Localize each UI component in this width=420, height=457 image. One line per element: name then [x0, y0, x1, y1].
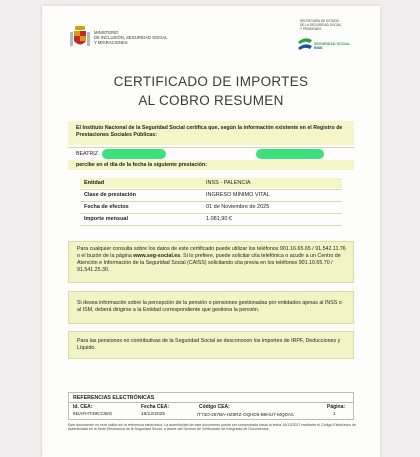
- detail-value: INGRESO MÍNIMO VITAL: [206, 192, 270, 198]
- references-heading: REFERENCIAS ELECTRÓNICAS: [73, 395, 155, 401]
- ref-value-code: IT73O-267BA-HZ5RZ-OQHD5-B8HU7-MQDAC: [197, 412, 295, 417]
- validity-footer: Este documento no será válido sin la referencia electrónica. La autenticidad de este documento puede ser comprobada hasta la fecha 16/12/2027 mediante el Código Electrónico de Autenticidad en la Sede Electrónica de la Seguridad Social, a través del Servicio de Verificación de Integridad de Documentos.: [68, 423, 357, 432]
- percibe-text: percibe en el día de la fecha la siguiente prestación:: [76, 161, 207, 168]
- contact-info-text: Para cualquier consulta sobre los datos de este certificado puede utilizar los teléfonos 901.16.65.65 / 91.542.11.76 o el buzón de la página www.seg-social.es. Si lo prefiere, puede solicitar cita telefónica o acudir a un Centro de Atención e Información de la Seguridad Social (CAISS) solicitando cita previa en los teléfonos 901.10.65.70 / 91.541.25.30.: [77, 246, 346, 273]
- ref-value-date: 16/12/2025: [141, 412, 166, 417]
- redaction-mark: [102, 149, 166, 159]
- detail-label: Entidad: [84, 180, 105, 186]
- other-entities-box: [68, 291, 354, 324]
- ref-header-code: Código CEA:: [199, 404, 230, 410]
- detail-label: Clase de prestación: [84, 192, 136, 198]
- spain-crest-icon: [70, 26, 90, 50]
- electronic-references: [68, 392, 354, 420]
- other-entities-text: Si desea información sobre la percepción de la pensión o pensiones gestionadas por entidades ajenas al INSS o al ISM, deberá dirigirse a la Entidad correspondiente que gestiona la pensión.: [77, 300, 342, 313]
- document-title-line1: CERTIFICADO DE IMPORTES: [113, 74, 309, 89]
- ref-header-page: Página:: [327, 404, 346, 410]
- percibe-row: [68, 160, 354, 170]
- ref-header-date: Fecha CEA:: [141, 404, 170, 410]
- detail-value: INSS - PALENCIA: [206, 180, 251, 186]
- beneficiary-name: BEATRIZ: [76, 151, 98, 157]
- intro-box: [68, 121, 354, 145]
- ref-value-id: 6DAFHT49CCWG: [73, 412, 113, 417]
- ref-value-page: 1: [333, 412, 336, 417]
- ref-header-id: Id. CEA:: [73, 404, 93, 410]
- certificate-page: [42, 6, 380, 457]
- detail-label: Fecha de efectos: [84, 204, 129, 210]
- non-contributory-box: [68, 331, 354, 359]
- benefit-details: [80, 178, 342, 230]
- contact-info-box: [68, 241, 354, 283]
- detail-value: 1.081,90 €: [206, 216, 232, 222]
- seguridad-social-logo-icon: [296, 36, 314, 52]
- intro-text: El Instituto Nacional de la Seguridad Social certifica que, según la información existente en el Registro de Prestaciones Sociales Públicas:: [76, 125, 343, 138]
- ministry-name: MINISTERIO DE INCLUSIÓN, SEGURIDAD SOCIAL Y MIGRACIONES: [94, 30, 168, 45]
- seguridad-social-logo-text: SEGURIDAD SOCIAL INSS: [314, 42, 351, 51]
- website-link[interactable]: www.seg-social.es: [133, 253, 181, 259]
- non-contributory-text: Para las pensiones no contributivas de la Seguridad Social se desconocen los importes de IRPF, Deducciones y Líquido.: [77, 338, 341, 351]
- detail-value: 01 de Noviembre de 2025: [206, 204, 270, 210]
- document-title-line2: AL COBRO RESUMEN: [138, 93, 284, 108]
- secretaria-name: SECRETARÍA DE ESTADO DE LA SEGURIDAD SOCIAL Y PENSIONES: [300, 19, 342, 31]
- detail-label: Importe mensual: [84, 216, 129, 222]
- redaction-mark: [256, 149, 324, 159]
